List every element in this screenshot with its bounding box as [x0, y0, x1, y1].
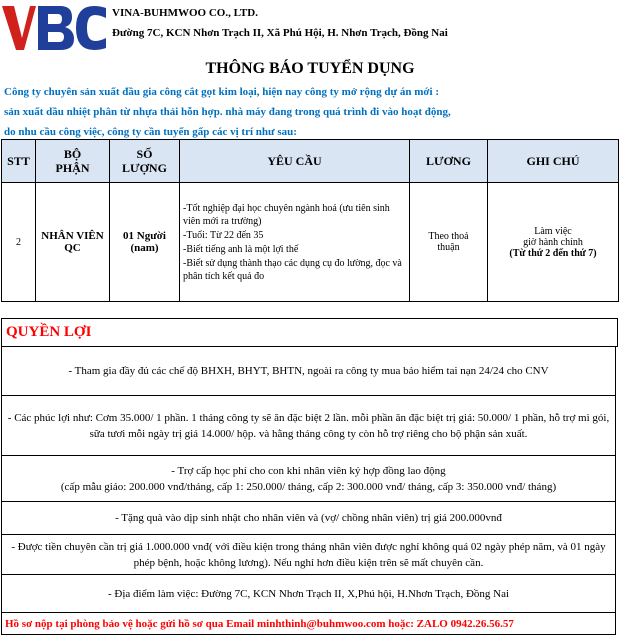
benefits-header	[1, 318, 618, 347]
header-so-luong	[110, 140, 180, 183]
benefit-tuition-line-2: (cấp mẫu giáo: 200.000 vnđ/tháng, cấp 1: 250.000/ tháng, cấp 2: 300.000 vnđ/ tháng, cấp 3: 350.000 vnđ/ tháng)	[60, 480, 557, 493]
company-address: Đường 7C, KCN Nhơn Trạch II, Xã Phú Hội, H. Nhơn Trạch, Đồng Nai	[112, 27, 448, 39]
requirement-item: -Biết tiếng anh là một lợi thế	[183, 243, 299, 255]
benefit-birthday	[1, 502, 616, 535]
cell-bo-phan-line-1: NHÂN VIÊN	[41, 230, 104, 242]
header-luong: LƯƠNG	[410, 140, 488, 183]
requirement-item: -Tốt nghiệp đại học chuyên ngành hoá (ưu tiên sinh viên mới ra trường)	[183, 202, 390, 227]
cell-so-luong-line-2: (nam)	[130, 242, 159, 254]
cell-ghi-chu-line-2: giờ hành chính	[523, 236, 583, 248]
requirement-item: -Biết sử dụng thành thạo các dụng cụ đo lường, đọc và phân tích kết quả đo	[183, 257, 402, 282]
header-so-luong-line-1: SỐ	[136, 147, 153, 161]
benefit-insurance-text: - Tham gia đầy đủ các chế độ BHXH, BHYT, BHTN, ngoài ra công ty mua bảo hiểm tai nạn 24/24 cho CNV	[68, 365, 549, 377]
intro-line-3: do nhu cầu công việc, công ty cần tuyển gấp các vị trí như sau:	[4, 126, 297, 138]
cell-ghi-chu-line-1: Làm việc	[534, 225, 572, 237]
benefit-location-text: - Địa điểm làm việc: Đường 7C, KCN Nhơn Trạch II, X,Phú hội, H.Nhơn Trạch, Đồng Nai	[107, 587, 510, 600]
benefit-attendance	[1, 535, 616, 575]
cell-bo-phan-line-2: QC	[64, 242, 81, 254]
company-logo	[2, 4, 108, 52]
job-table	[1, 139, 619, 302]
requirement-item: -Tuổi: Từ 22 đến 35	[183, 229, 264, 241]
cell-bo-phan	[36, 183, 110, 302]
table-header-row	[2, 140, 619, 183]
benefit-tuition	[1, 456, 616, 502]
cell-luong	[410, 183, 488, 302]
intro-line-2: sản xuất dầu nhiệt phân từ nhựa thải hỗn hợp. nhà máy đang trong quá trình đi vào hoạt động,	[4, 106, 451, 118]
cell-ghi-chu-line-3: (Từ thứ 2 đến thứ 7)	[509, 247, 597, 259]
benefits-title: QUYỀN LỢI	[6, 324, 92, 340]
benefit-meals-text: - Các phúc lợi như: Cơm 35.000/ 1 phần. 1 tháng công ty sẽ ăn đặc biệt 2 lần. mỗi phần ăn đặc biệt trị giá: 50.000/ 1 phần, hỗ trợ mì gói, sữa tươi mỗi ngày trị giá 14.000/ hộp. và hằng tháng công ty còn hỗ trợ riêng cho bộ phận sản xuất.	[7, 411, 610, 440]
cell-so-luong	[110, 183, 180, 302]
header-ghi-chu: GHI CHÚ	[488, 140, 619, 183]
cell-so-luong-line-1: 01 Người	[123, 230, 166, 242]
header-so-luong-line-2: LƯỢNG	[122, 161, 167, 175]
header-bo-phan-line-2: PHẬN	[55, 161, 90, 175]
header-bo-phan	[36, 140, 110, 183]
company-name: VINA-BUHMWOO CO., LTD.	[112, 7, 258, 19]
benefit-insurance	[1, 347, 616, 396]
benefit-attendance-text: - Được tiền chuyên cần trị giá 1.000.000 vnđ( với điều kiện trong tháng nhân viên được nghỉ không quá 02 ngày phép năm, và 01 ngày phép bệnh, hoặc không lương). Nếu nghỉ hơn điều kiện trên sẽ mất chuyên cần.	[11, 540, 606, 569]
intro-line-1: Công ty chuyên sản xuất đầu gia công cắt gọt kim loại, hiện nay công ty mở rộng dự án mới :	[4, 86, 439, 98]
header-bo-phan-line-1: BỘ	[63, 147, 82, 161]
cell-ghi-chu	[488, 183, 619, 302]
header-yeu-cau: YÊU CẦU	[180, 140, 410, 183]
cell-yeu-cau	[180, 183, 410, 302]
header-stt: STT	[2, 140, 36, 183]
application-contact: Hồ sơ nộp tại phòng bảo vệ hoặc gửi hồ sơ qua Email minhthinh@buhmwoo.com hoặc: ZALO 0942.26.56.57	[1, 613, 616, 635]
benefit-location	[1, 575, 616, 613]
benefit-meals	[1, 396, 616, 456]
cell-luong-line-1: Theo thoả	[428, 231, 469, 242]
benefit-birthday-text: - Tặng quà vào dịp sinh nhật cho nhân viên và (vợ/ chồng nhân viên) trị giá 200.000vnđ	[115, 512, 502, 524]
cell-luong-line-2: thuận	[437, 242, 460, 253]
notice-title: THÔNG BÁO TUYỂN DỤNG	[205, 60, 415, 77]
cell-stt: 2	[2, 183, 36, 302]
benefit-tuition-line-1: - Trợ cấp học phí cho con khi nhân viên ký hợp đồng lao động	[171, 464, 446, 477]
table-row	[2, 183, 619, 302]
